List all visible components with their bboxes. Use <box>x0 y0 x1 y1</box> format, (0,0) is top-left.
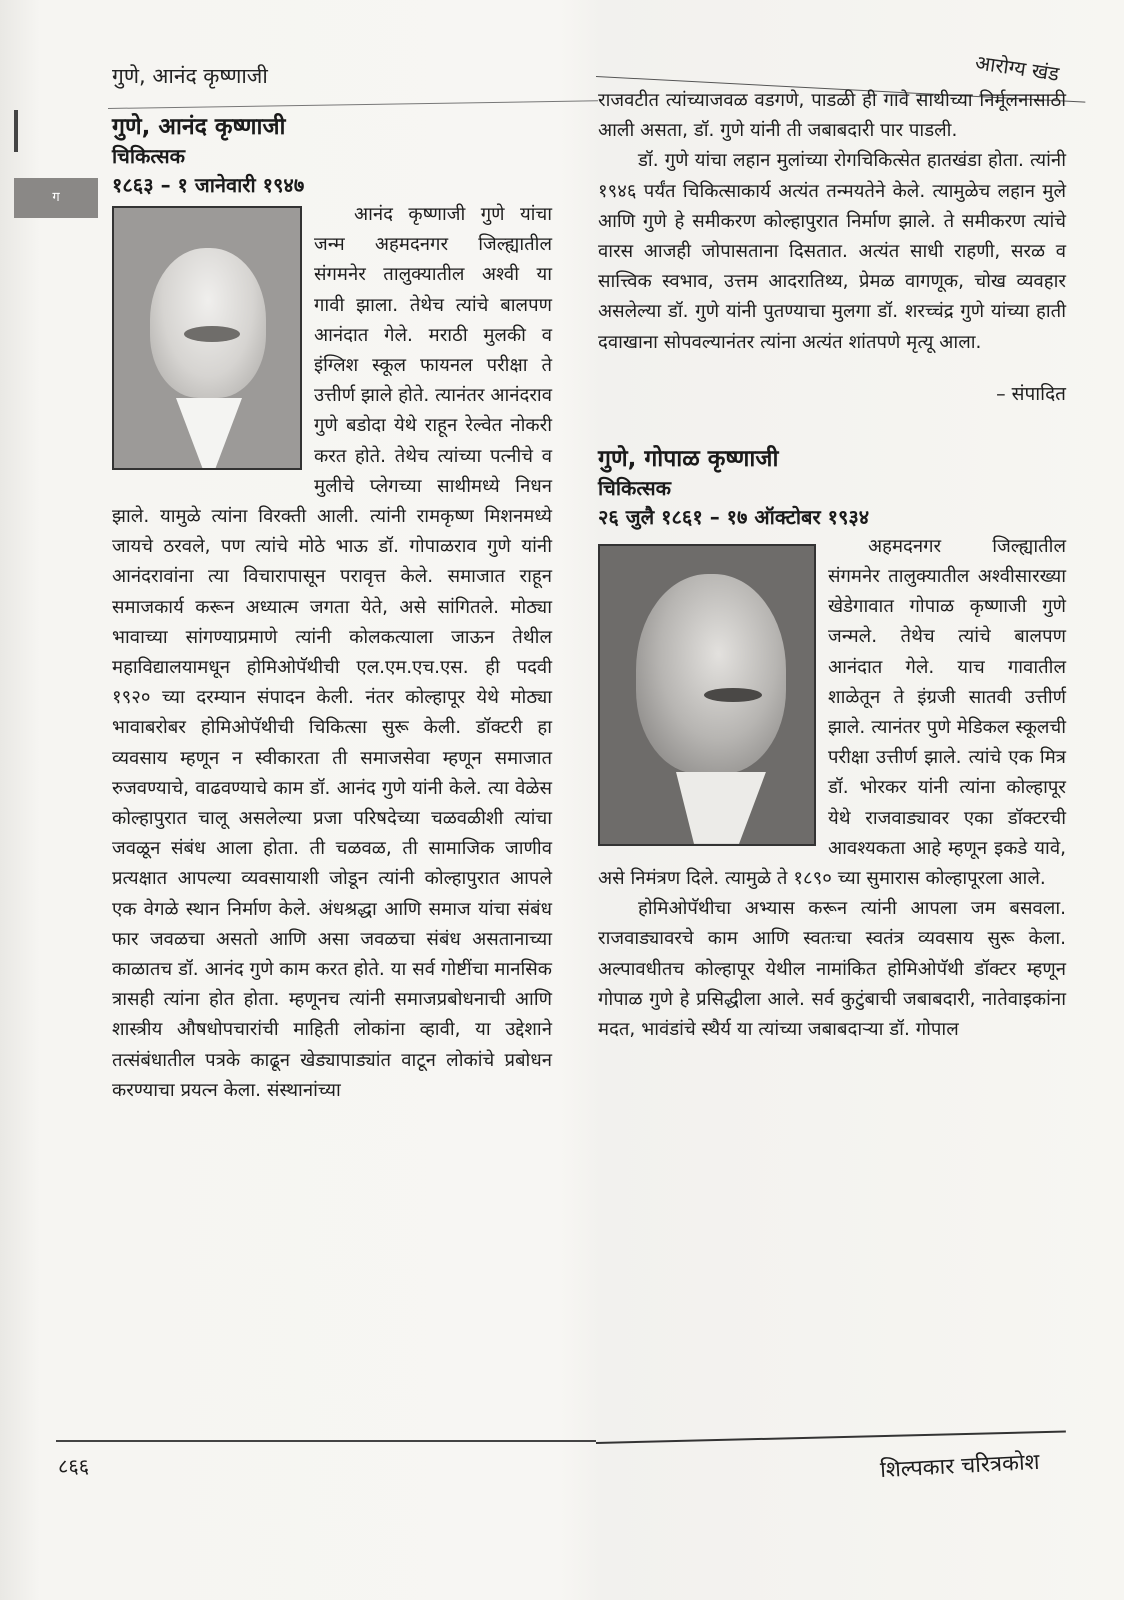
entry-role: चिकित्सक <box>112 144 186 168</box>
portrait-photo-anand-gune <box>112 206 302 470</box>
portrait-face <box>150 248 266 398</box>
portrait-collar <box>176 398 242 468</box>
footer-rule-left <box>56 1440 596 1442</box>
entry-title: गुणे, गोपाळ कृष्णाजी <box>598 445 779 472</box>
entry-body <box>598 532 1066 1045</box>
paragraph: अहमदनगर जिल्ह्यातील संगमनेर तालुक्यातील अश्वीसारख्या खेडेगावात गोपाळ कृष्णाजी गुणे जन्मले. तेथेच त्यांचे बालपण आनंदात गेले. याच गावातील शाळेतून ते इंग्रजी सातवी उत्तीर्ण झाले. त्यानंतर पुणे मेडिकल स्कूलची परीक्षा उत्तीर्ण झाले. त्यांचे एक मित्र डॉ. भोरकर यांनी त्यांना कोल्हापूर येथे राजवाड्यावर एका डॉक्टरची आवश्यकता आहे म्हणून इकडे यावे, असे निमंत्रण दिले. त्यामुळे ते १८९० च्या सुमारास कोल्हापूरला आले. <box>598 535 1066 890</box>
running-head-left: गुणे, आनंद कृष्णाजी <box>112 64 268 88</box>
section-tab-letter: ग <box>52 190 60 205</box>
portrait-collar <box>676 772 766 844</box>
paragraph: डॉ. गुणे यांचा लहान मुलांच्या रोगचिकित्सेत हातखंडा होता. त्यांनी १९४६ पर्यंत चिकित्साकार्य अत्यंत तन्मयतेने केले. त्यामुळेच लहान मुले आणि गुणे हे समीकरण कोल्हापुरात निर्माण झाले. ते समीकरण त्यांचे वारस आजही जोपासताना दिसतात. अत्यंत साधी राहणी, सरळ व सात्त्विक स्वभाव, उत्तम आदरातिथ्य, प्रेमळ वागणूक, चोख व्यवहार असलेल्या डॉ. गुणे यांनी पुतण्याचा मुलगा डॉ. शरच्चंद्र गुणे यांच्या हाती दवाखाना सोपवल्यानंतर त्यांना अत्यंत शांतपणे मृत्यू आला. <box>598 150 1066 353</box>
header-rule-left <box>108 100 598 109</box>
portrait-mustache <box>704 688 762 702</box>
margin-marker <box>14 110 18 152</box>
paragraph: राजवटीत त्यांच्याजवळ वडगणे, पाडळी ही गावे साथीच्या निर्मूलनासाठी आली असता, डॉ. गुणे यांनी ती जबाबदारी पार पाडली. <box>598 90 1066 142</box>
right-column <box>598 86 1066 1045</box>
portrait-mustache <box>184 326 240 342</box>
paragraph: होमिओपॅथीचा अभ्यास करून त्यांनी आपला जम बसवला. राजवाड्यावरचे काम आणि स्वतःचा स्वतंत्र व्यवसाय सुरू केला. अल्पावधीतच कोल्हापूर येथील नामांकित होमिओपॅथी डॉक्टर म्हणून गोपाळ गुणे हे प्रसिद्धीला आले. सर्व कुटुंबाची जबाबदारी, नातेवाइकांना मदत, भावंडांचे स्थैर्य या त्यांच्या जबाबदाऱ्या डॉ. गोपाल <box>598 898 1066 1041</box>
footer-rule-right <box>596 1431 1066 1444</box>
running-head-right: आरोग्य खंड <box>973 50 1061 86</box>
book-title: शिल्पकार चरित्रकोश <box>879 1449 1041 1484</box>
signature: – संपादित <box>996 382 1066 405</box>
section-tab <box>14 178 98 218</box>
entry-role: चिकित्सक <box>598 475 672 500</box>
page-number: ८६६ <box>58 1454 90 1478</box>
entry-dates: २६ जुलै १८६१ – १७ ऑक्टोबर १९३४ <box>598 504 870 529</box>
entry-title: गुणे, आनंद कृष्णाजी <box>112 114 286 140</box>
entry-body <box>112 200 552 1106</box>
portrait-photo-gopal-gune <box>598 544 816 846</box>
entry-body-continued <box>598 86 1066 358</box>
left-column <box>112 112 552 1106</box>
paragraph: आनंद कृष्णाजी गुणे यांचा जन्म अहमदनगर जिल्ह्यातील संगमनेर तालुक्यातील अश्वी या गावी झाला. तेथेच त्यांचे बालपण आनंदात गेले. मराठी मुलकी व इंग्लिश स्कूल फायनल परीक्षा ते उत्तीर्ण झाले होते. त्यानंतर आनंदराव गुणे बडोदा येथे राहून रेल्वेत नोकरी करत होते. तेथेच त्यांच्या पत्नीचे व मुलीचे प्लेगच्या साथीमध्ये निधन झाले. यामुळे त्यांना विरक्ती आली. त्यांनी रामकृष्ण मिशनमध्ये जायचे ठरवले, पण त्यांचे मोठे भाऊ डॉ. गोपाळराव गुणे यांनी आनंदरावांना त्या विचारापासून परावृत्त केले. समाजात राहून समाजकार्य करून अध्यात्म जगता येते, असे सांगितले. मोठ्या भावाच्या सांगण्याप्रमाणे त्यांनी कोलकत्याला जाऊन तेथील महाविद्यालयामधून होमिओपॅथीची एल.एम.एच.एस. ही पदवी १९२० च्या दरम्यान संपादन केली. नंतर कोल्हापूर येथे मोठ्या भावाबरोबर होमिओपॅथीची चिकित्सा सुरू केली. डॉक्टरी हा व्यवसाय म्हणून न स्वीकारता ती समाजसेवा म्हणून समाजात रुजवण्याचे, वाढवण्याचे काम डॉ. आनंद गुणे यांनी केले. त्या वेळेस कोल्हापुरात चालू असलेल्या प्रजा परिषदेच्या चळवळीशी त्यांचा जवळून संबंध आला होता. ती चळवळ, ती सामाजिक जाणीव प्रत्यक्षात आपल्या व्यवसायाशी जोडून त्यांनी कोल्हापुरात आपले एक वेगळे स्थान निर्माण केले. अंधश्रद्धा आणि समाज यांचा संबंध फार जवळचा असतो आणि असा जवळचा संबंध असतानाच्या काळातच डॉ. आनंद गुणे काम करत होते. या सर्व गोष्टींचा मानसिक त्रासही त्यांना होत होता. म्हणूनच त्यांनी समाजप्रबोधनाची आणि शास्त्रीय औषधोपचारांची माहिती लोकांना व्हावी, या उद्देशाने तत्संबंधातील पत्रके काढून खेड्यापाड्यांत वाटून लोकांचे प्रबोधन करण्याचा प्रयत्न केला. संस्थानांच्या <box>112 204 552 1101</box>
entry-dates: १८६३ – १ जानेवारी १९४७ <box>112 173 305 197</box>
entry-gopal-gune <box>598 444 1066 1045</box>
portrait-face <box>636 574 786 774</box>
